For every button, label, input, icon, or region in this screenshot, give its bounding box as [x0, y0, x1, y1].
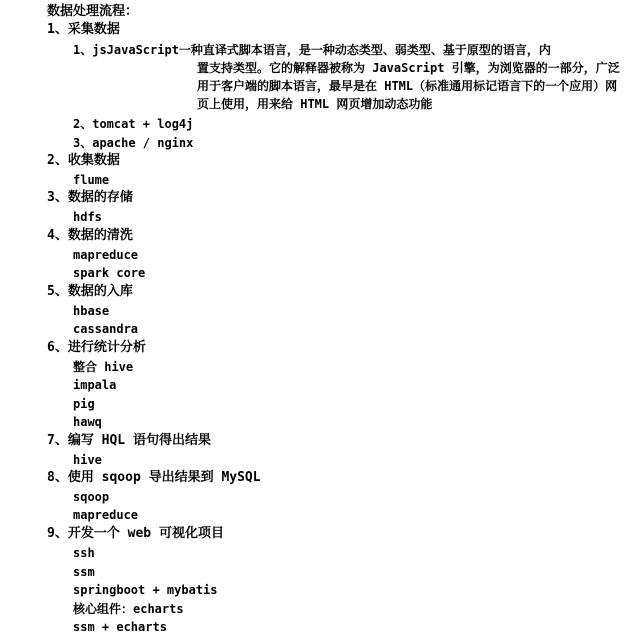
list-item: 整合 hive	[73, 360, 134, 374]
javascript-description	[73, 41, 633, 111]
list-item: 核心组件：echarts	[73, 602, 184, 616]
list-item: sqoop	[73, 490, 110, 504]
list-item: ssm	[73, 565, 95, 579]
section-heading: 3、数据的存储	[47, 190, 133, 205]
sub-item: 3、apache / nginx	[73, 136, 194, 150]
section-heading: 9、开发一个 web 可视化项目	[47, 526, 224, 541]
list-item: mapreduce	[73, 508, 139, 522]
list-item: hbase	[73, 304, 110, 318]
list-item: pig	[73, 397, 95, 411]
section-heading: 2、收集数据	[47, 153, 120, 168]
list-item: hawq	[73, 415, 102, 429]
sub-item-label: 1、jsJavaScript	[73, 43, 179, 57]
list-item: hdfs	[73, 210, 102, 224]
section-heading: 5、数据的入库	[47, 284, 133, 299]
section-heading: 1、采集数据	[47, 22, 120, 37]
page-title: 数据处理流程：	[47, 4, 139, 19]
sub-item-description-cont: 置支持类型。它的解释器被称为 JavaScript 引擎，为浏览器的一部分，广泛用于客户端的脚本语言，最早是在 HTML（标准通用标记语言下的一个应用）网页上使用，用来给 HTML 网页增加动态功能	[197, 61, 620, 111]
list-item: flume	[73, 173, 110, 187]
list-item: mapreduce	[73, 248, 139, 262]
js-first-line	[73, 41, 633, 59]
sub-item: 2、tomcat + log4j	[73, 117, 194, 131]
list-item: springboot + mybatis	[73, 583, 218, 597]
list-item: ssm + echarts	[73, 620, 167, 634]
list-item: impala	[73, 378, 117, 392]
section-heading: 7、编写 HQL 语句得出结果	[47, 433, 211, 448]
section-heading: 4、数据的清洗	[47, 228, 133, 243]
list-item: spark core	[73, 266, 146, 280]
list-item: ssh	[73, 546, 95, 560]
sub-item-description: 一种直译式脚本语言，是一种动态类型、弱类型、基于原型的语言，内	[178, 43, 551, 57]
section-heading: 8、使用 sqoop 导出结果到 MySQL	[47, 470, 261, 485]
list-item: cassandra	[73, 322, 139, 336]
list-item: hive	[73, 453, 102, 467]
section-heading: 6、进行统计分析	[47, 340, 146, 355]
